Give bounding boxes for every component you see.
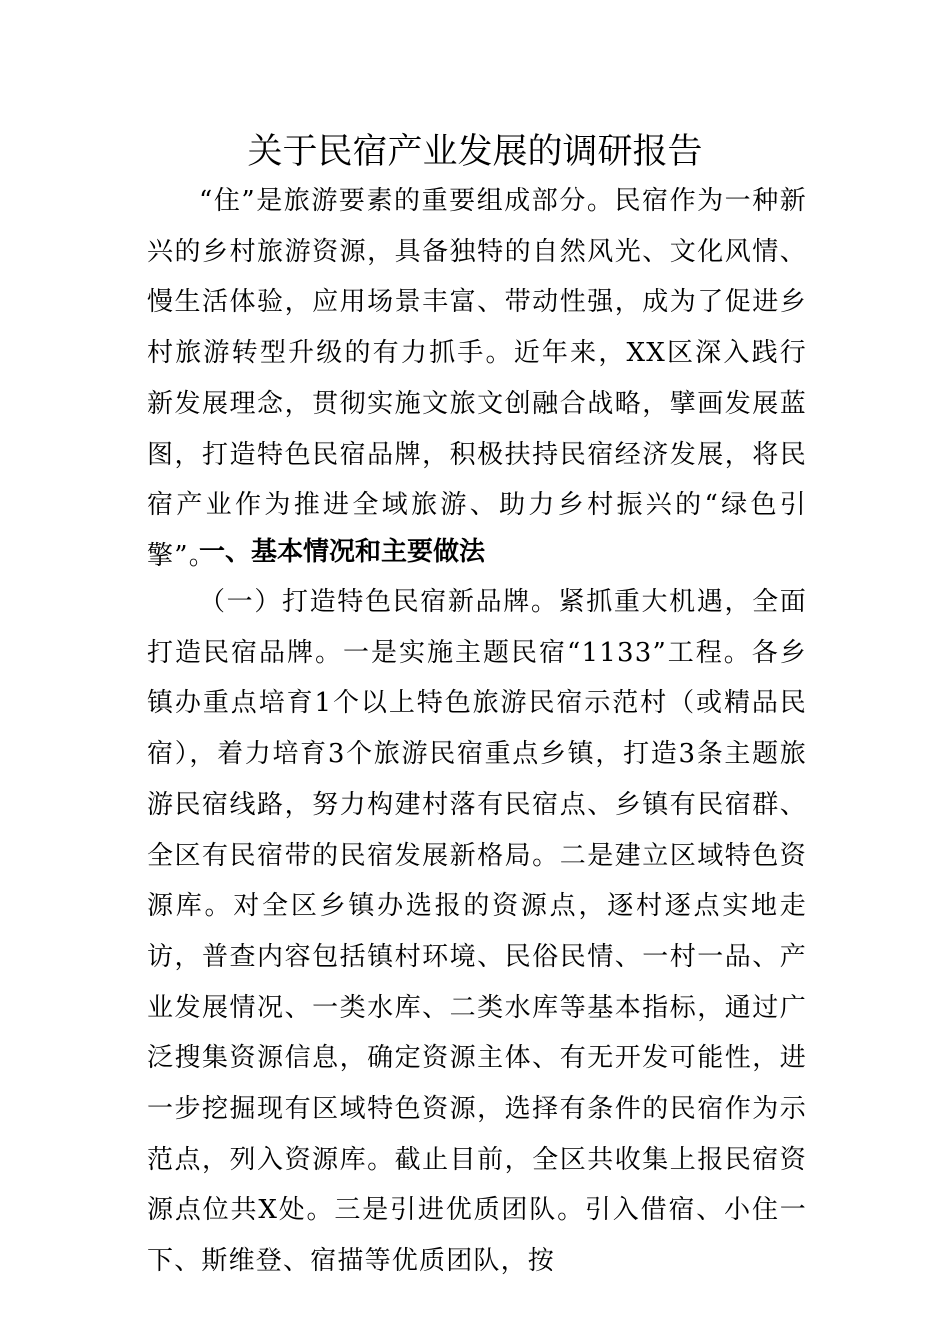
document-title: 关于民宿产业发展的调研报告 [247,132,703,172]
intro-paragraph: “住”是旅游要素的重要组成部分。民宿作为一种新兴的乡村旅游资源，具备独特的自然风光、文化风情、慢生活体验，应用场景丰富、带动性强，成为了促进乡村旅游转型升级的有力抓手。近年来，XX区深入践行新发展理念，贯彻实施文旅文创融合战略，擘画发展蓝图，打造特色民宿品牌，积极扶持民宿经济发展，将民宿产业作为推进全域旅游、助力乡村振兴的“绿色引擎”。 [147,186,807,571]
section-paragraph: （一）打造特色民宿新品牌。紧抓重大机遇，全面打造民宿品牌。一是实施主题民宿“1133”工程。各乡镇办重点培育1个以上特色旅游民宿示范村（或精品民宿），着力培育3个旅游民宿重点乡镇，打造3条主题旅游民宿线路，努力构建村落有民宿点、乡镇有民宿群、全区有民宿带的民宿发展新格局。二是建立区域特色资源库。对全区乡镇办选报的资源点，逐村逐点实地走访，普查内容包括镇村环境、民俗民情、一村一品、产业发展情况、一类水库、二类水库等基本指标，通过广泛搜集资源信息，确定资源主体、有无开发可能性，进一步挖掘现有区域特色资源，选择有条件的民宿作为示范点，列入资源库。截止目前，全区共收集上报民宿资源点位共X处。三是引进优质团队。引入借宿、小住一下、斯维登、宿描等优质团队，按 [147,587,807,1277]
section-heading: 一、基本情况和主要做法 [199,537,486,567]
